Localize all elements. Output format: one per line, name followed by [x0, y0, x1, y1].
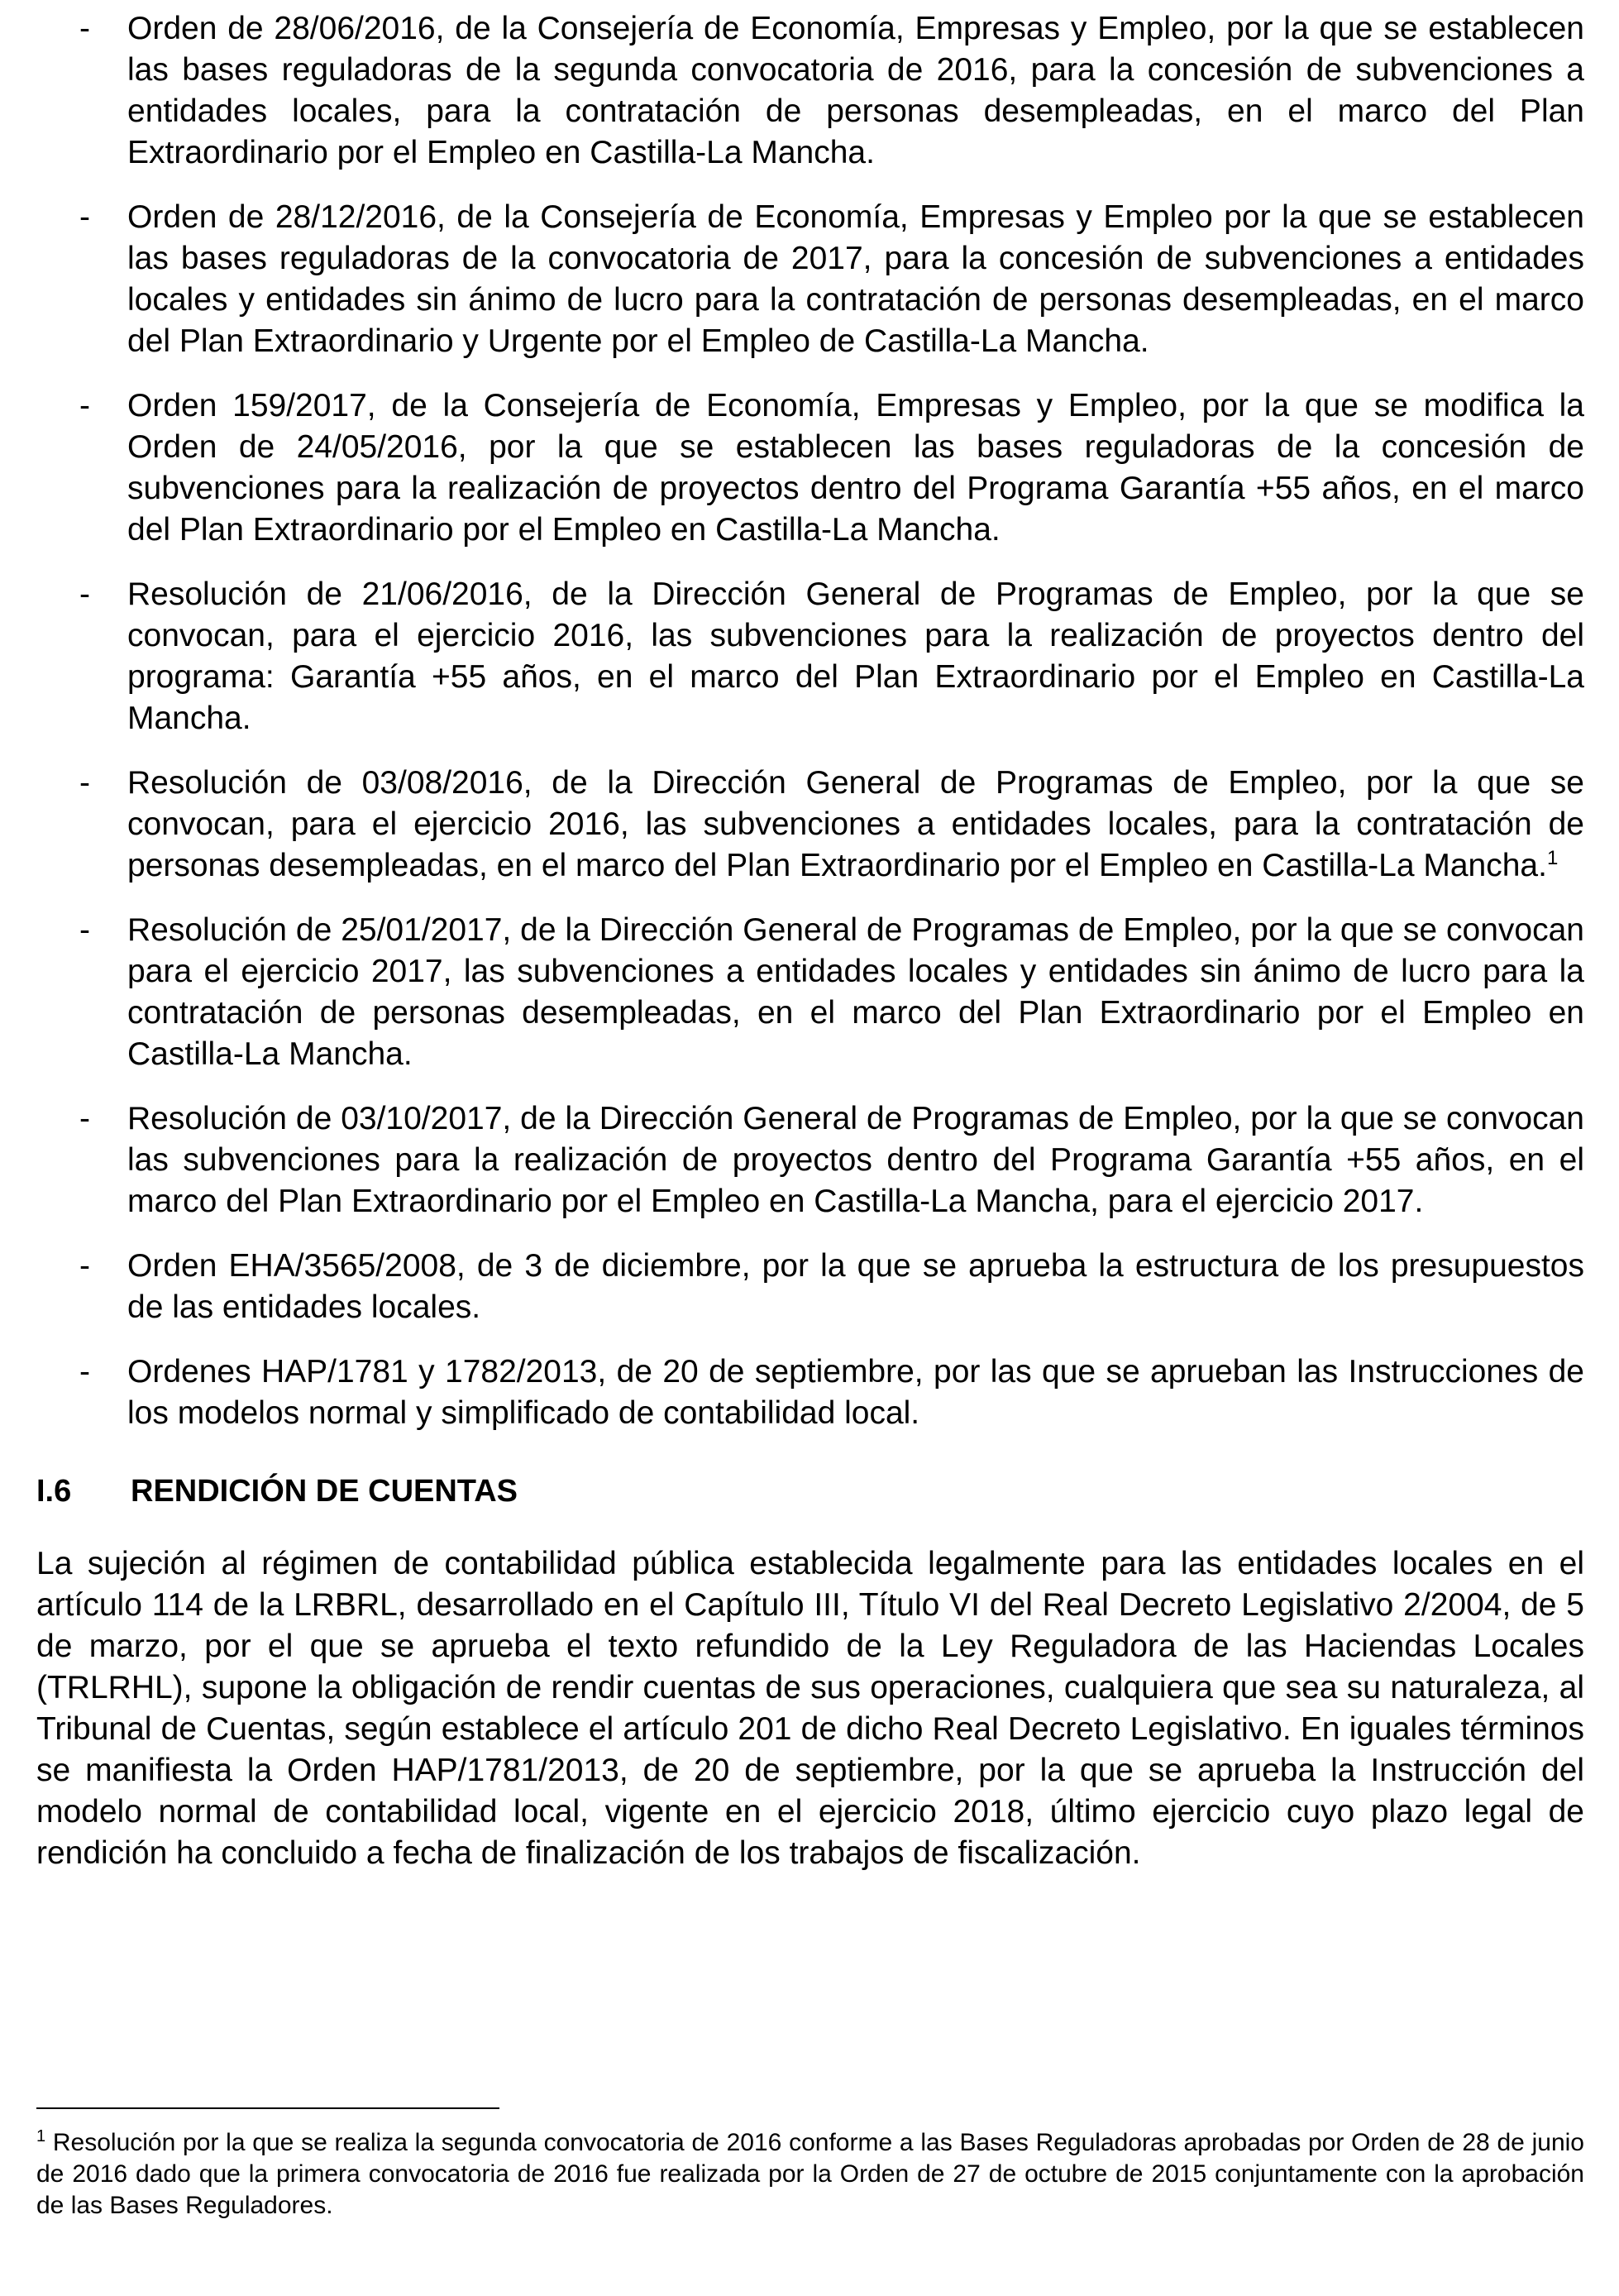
list-item [36, 574, 1584, 739]
list-item [36, 1098, 1584, 1222]
list-item-text: Orden EHA/3565/2008, de 3 de diciembre, por la que se aprueba la estructura de los presupuestos de las entidades locales. [127, 1248, 1584, 1325]
list-item-text: Ordenes HAP/1781 y 1782/2013, de 20 de septiembre, por las que se aprueban las Instrucciones de los modelos normal y simplificado de contabilidad local. [127, 1354, 1584, 1431]
bullet-dash: - [79, 765, 90, 801]
list-item-text: Orden 159/2017, de la Consejería de Economía, Empresas y Empleo, por la que se modifica la Orden de 24/05/2016, por la que se establecen las bases reguladoras de la concesión de subvenciones para la realización de proyectos dentro del Programa Garantía +55 años, en el marco del Plan Extraordinario por el Empleo en Castilla-La Mancha. [127, 388, 1584, 548]
list-item [36, 385, 1584, 551]
list-item-text: Resolución de 03/10/2017, de la Dirección General de Programas de Empleo, por la que se convocan las subvenciones para la realización de proyectos dentro del Programa Garantía +55 años, en el marco del Plan Extraordinario por el Empleo en Castilla-La Mancha, para el ejercicio 2017. [127, 1101, 1584, 1219]
bullet-dash: - [79, 388, 90, 423]
list-item [36, 8, 1584, 174]
section-heading [36, 1471, 1584, 1512]
list-item [36, 763, 1584, 887]
legislation-list [36, 8, 1584, 1434]
list-item-text: Resolución de 25/01/2017, de la Dirección General de Programas de Empleo, por la que se convocan para el ejercicio 2017, las subvenciones a entidades locales y entidades sin ánimo de lucro para la contratación de personas desempleadas, en el marco del Plan Extraordinario por el Empleo en Castilla-La Mancha. [127, 912, 1584, 1072]
bullet-dash: - [79, 11, 90, 46]
list-item [36, 1351, 1584, 1434]
footnote [36, 2127, 1584, 2222]
bullet-dash: - [79, 199, 90, 235]
bullet-dash: - [79, 576, 90, 612]
list-item [36, 197, 1584, 362]
bullet-dash: - [79, 1354, 90, 1390]
document-page [36, 0, 1584, 1906]
bullet-dash: - [79, 912, 90, 948]
list-item-text: Orden de 28/12/2016, de la Consejería de Economía, Empresas y Empleo por la que se establecen las bases reguladoras de la convocatoria de 2017, para la concesión de subvenciones a entidades locales y entidades sin ánimo de lucro para la contratación de personas desempleadas, en el marco del Plan Extraordinario y Urgente por el Empleo de Castilla-La Mancha. [127, 199, 1584, 359]
footnote-text: Resolución por la que se realiza la segunda convocatoria de 2016 conforme a las Bases Reguladoras aprobadas por Orden de 28 de junio de 2016 dado que la primera convocatoria de 2016 fue realizada por la Orden de 27 de octubre de 2015 conjuntamente con la aprobación de las Bases Reguladores. [36, 2129, 1584, 2219]
footnote-divider [36, 2107, 499, 2109]
section-title: RENDICIÓN DE CUENTAS [131, 1474, 518, 1509]
list-item-text: Resolución de 21/06/2016, de la Dirección General de Programas de Empleo, por la que se convocan, para el ejercicio 2016, las subvenciones para la realización de proyectos dentro del programa: Garantía +55 años, en el marco del Plan Extraordinario por el Empleo en Castilla-La Mancha. [127, 576, 1584, 736]
section-paragraph: La sujeción al régimen de contabilidad pública establecida legalmente para las entidades locales en el artículo 114 de la LRBRL, desarrollado en el Capítulo III, Título VI del Real Decreto Legislativo 2/2004, de 5 de marzo, por el que se aprueba el texto refundido de la Ley Reguladora de las Haciendas Locales (TRLRHL), supone la obligación de rendir cuentas de sus operaciones, cualquiera que sea su naturaleza, al Tribunal de Cuentas, según establece el artículo 201 de dicho Real Decreto Legislativo. En iguales términos se manifiesta la Orden HAP/1781/2013, de 20 de septiembre, por la que se aprueba la Instrucción del modelo normal de contabilidad local, vigente en el ejercicio 2018, último ejercicio cuyo plazo legal de rendición ha concluido a fecha de finalización de los trabajos de fiscalización. [36, 1546, 1584, 1871]
footnote-reference[interactable]: 1 [1546, 847, 1559, 869]
section-number: I.6 [36, 1474, 72, 1509]
bullet-dash: - [79, 1101, 90, 1136]
bullet-dash: - [79, 1248, 90, 1284]
list-item-text: Resolución de 03/08/2016, de la Dirección General de Programas de Empleo, por la que se convocan, para el ejercicio 2016, las subvenciones a entidades locales, para la contratación de personas desempleadas, en el marco del Plan Extraordinario por el Empleo en Castilla-La Mancha. [127, 765, 1584, 883]
footnote-mark: 1 [36, 2127, 46, 2145]
list-item [36, 1246, 1584, 1328]
list-item [36, 910, 1584, 1075]
list-item-text: Orden de 28/06/2016, de la Consejería de Economía, Empresas y Empleo, por la que se establecen las bases reguladoras de la segunda convocatoria de 2016, para la concesión de subvenciones a entidades locales, para la contratación de personas desempleadas, en el marco del Plan Extraordinario por el Empleo en Castilla-La Mancha. [127, 11, 1584, 170]
